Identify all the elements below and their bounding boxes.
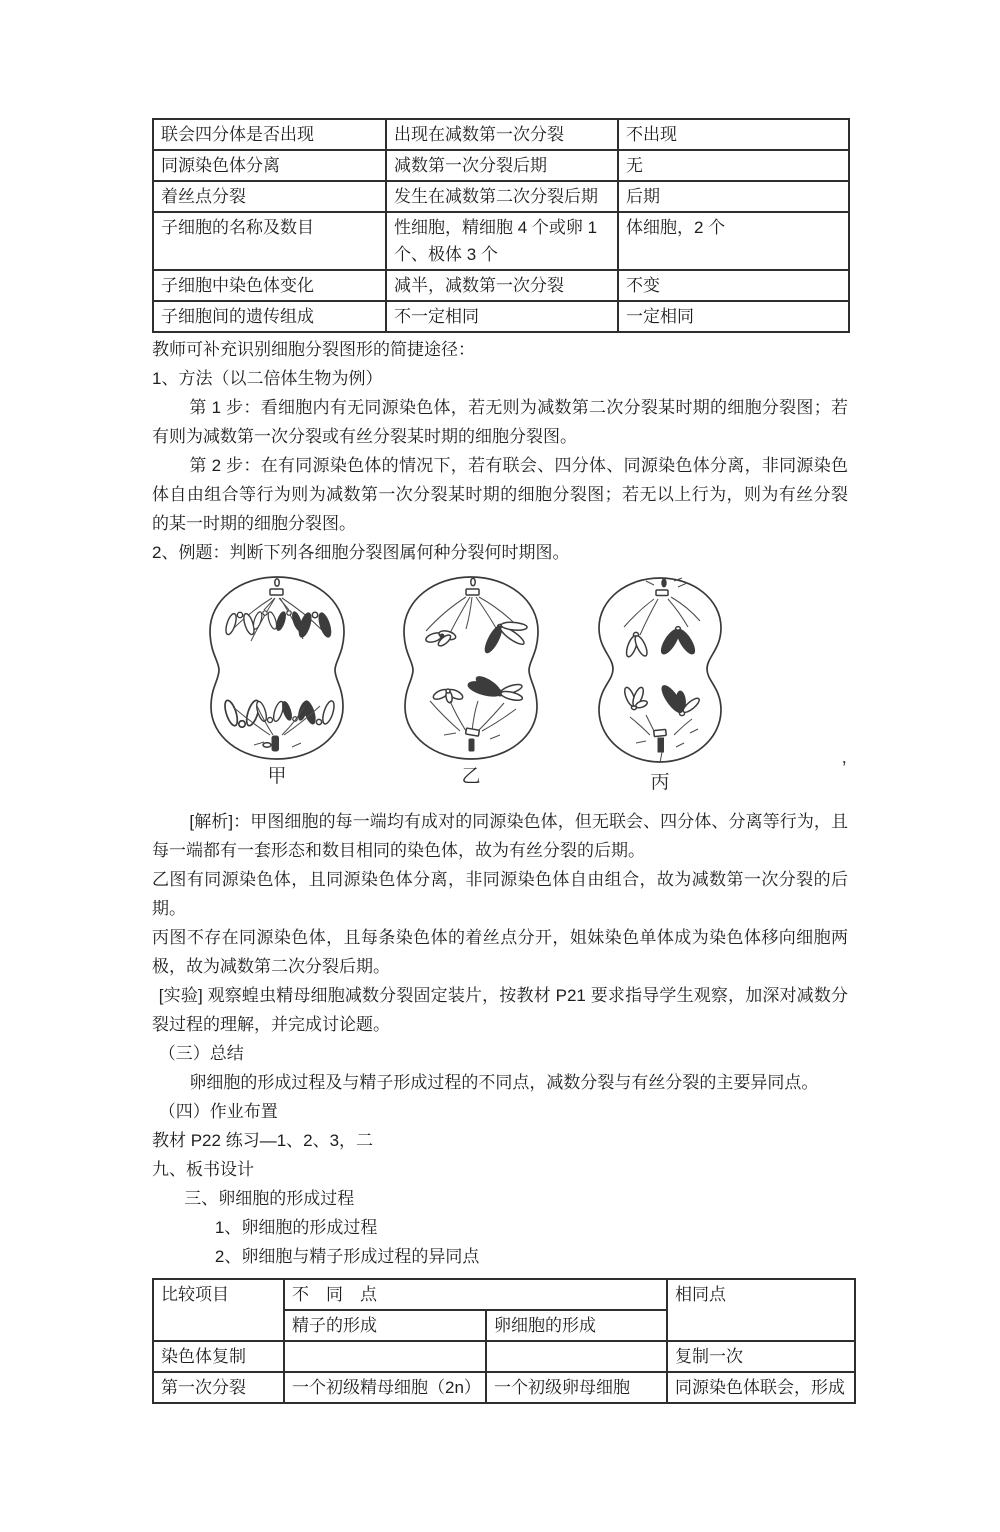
- meiosis-mitosis-comparison-table: [152, 118, 850, 333]
- table-row: [153, 212, 849, 270]
- paragraph: 第 2 步：在有同源染色体的情况下，若有联会、四分体、同源染色体分离，非同源染色体自由组合等行为则为减数第一次分裂某时期的细胞分裂图；若无以上行为，则为有丝分裂的某一时期的细胞分裂图。: [152, 456, 848, 533]
- table-cell: 体细胞，2 个: [618, 212, 849, 270]
- sperm-egg-comparison-table: [152, 1278, 856, 1404]
- table-cell: 不一定相同: [386, 301, 618, 332]
- figure-jia: [202, 573, 352, 789]
- document-page: [152, 118, 848, 1404]
- paragraph: 教师可补充识别细胞分裂图形的简捷途径：: [152, 340, 475, 359]
- paragraph: （三）总结: [158, 1044, 244, 1063]
- table-row: [153, 1279, 855, 1310]
- table-cell: [486, 1341, 667, 1372]
- table-row: [153, 150, 849, 181]
- table-cell: 子细胞间的遗传组成: [153, 301, 386, 332]
- table-row: [153, 1341, 855, 1372]
- method-section: [152, 335, 848, 567]
- paragraph: 1、卵细胞的形成过程: [214, 1218, 378, 1237]
- paragraph: 卵细胞的形成过程及与精子形成过程的不同点，减数分裂与有丝分裂的主要异同点。: [189, 1073, 819, 1092]
- cell-diagram-yi: [396, 573, 546, 763]
- paragraph: 乙图有同源染色体，且同源染色体分离，非同源染色体自由组合，故为减数第一次分裂的后期。: [152, 870, 848, 918]
- paragraph: 2、例题：判断下列各细胞分裂图属何种分裂何时期图。: [152, 543, 570, 562]
- table-cell: 一个初级卵母细胞: [486, 1372, 667, 1403]
- figure-bing: [590, 573, 730, 795]
- table-cell: 着丝点分裂: [153, 181, 386, 212]
- table-cell: 联会四分体是否出现: [153, 119, 386, 150]
- table-cell: [284, 1341, 486, 1372]
- paragraph: 教材 P22 练习—1、2、3，二: [152, 1131, 374, 1150]
- table-cell: 同源染色体联会，形成: [667, 1372, 855, 1403]
- table-cell: 子细胞的名称及数目: [153, 212, 386, 270]
- paragraph: 第 1 步：看细胞内有无同源染色体，若无则为减数第二次分裂某时期的细胞分裂图；若有则为减数第一次分裂或有丝分裂某时期的细胞分裂图。: [152, 398, 848, 446]
- paragraph: 2、卵细胞与精子形成过程的异同点: [214, 1247, 480, 1266]
- table-row: [153, 1372, 855, 1403]
- figure-label: 甲: [267, 766, 287, 787]
- table-cell: 发生在减数第二次分裂后期: [386, 181, 618, 212]
- table-cell-differences: 不 同 点: [284, 1279, 667, 1310]
- table-cell: 复制一次: [667, 1341, 855, 1372]
- paragraph: 1、方法（以二倍体生物为例）: [152, 369, 383, 388]
- table-cell: 减半，减数第一次分裂: [386, 270, 618, 301]
- table-cell: 子细胞中染色体变化: [153, 270, 386, 301]
- table-cell: 不出现: [618, 119, 849, 150]
- table-row: [153, 181, 849, 212]
- analysis-section: [152, 807, 848, 1271]
- table-cell-sub-sperm: 精子的形成: [284, 1310, 486, 1341]
- table-cell-same: 相同点: [667, 1279, 855, 1341]
- table-cell: 无: [618, 150, 849, 181]
- table-cell: 出现在减数第一次分裂: [386, 119, 618, 150]
- table-cell: 一定相同: [618, 301, 849, 332]
- figure-label: 丙: [650, 772, 670, 793]
- paragraph: 丙图不存在同源染色体，且每条染色体的着丝点分开，姐妹染色单体成为染色体移向细胞两极，故为减数第二次分裂后期。: [152, 928, 848, 976]
- cell-diagram-bing: [590, 573, 730, 769]
- table-row: [153, 270, 849, 301]
- table-cell: 减数第一次分裂后期: [386, 150, 618, 181]
- paragraph: （四）作业布置: [158, 1102, 278, 1121]
- table-cell: 后期: [618, 181, 849, 212]
- paragraph: 九、板书设计: [152, 1160, 254, 1179]
- table-cell: 染色体复制: [153, 1341, 284, 1372]
- paragraph: [实验] 观察蝗虫精母细胞减数分裂固定装片，按教材 P21 要求指导学生观察，加深对减数分裂过程的理解，并完成讨论题。: [152, 986, 848, 1034]
- scan-artifact-mark: ’: [842, 758, 847, 780]
- table-cell: 一个初级精母细胞（2n）: [284, 1372, 486, 1403]
- table-cell: 第一次分裂: [153, 1372, 284, 1403]
- table-row: [153, 119, 849, 150]
- table-cell: 同源染色体分离: [153, 150, 386, 181]
- table-row: [153, 301, 849, 332]
- cell-diagram-jia: [202, 573, 352, 763]
- paragraph: 三、卵细胞的形成过程: [184, 1189, 355, 1208]
- paragraph: [解析]：甲图细胞的每一端均有成对的同源染色体，但无联会、四分体、分离等行为，且每一端都有一套形态和数目相同的染色体，故为有丝分裂的后期。: [152, 812, 848, 860]
- figure-label: 乙: [461, 766, 481, 787]
- cell-division-diagrams: [202, 573, 848, 797]
- table-cell: 性细胞，精细胞 4 个或卵 1 个、极体 3 个: [386, 212, 618, 270]
- table-cell: 不变: [618, 270, 849, 301]
- table-cell-sub-egg: 卵细胞的形成: [486, 1310, 667, 1341]
- table-cell-compare-item: 比较项目: [153, 1279, 284, 1341]
- figure-yi: [396, 573, 546, 789]
